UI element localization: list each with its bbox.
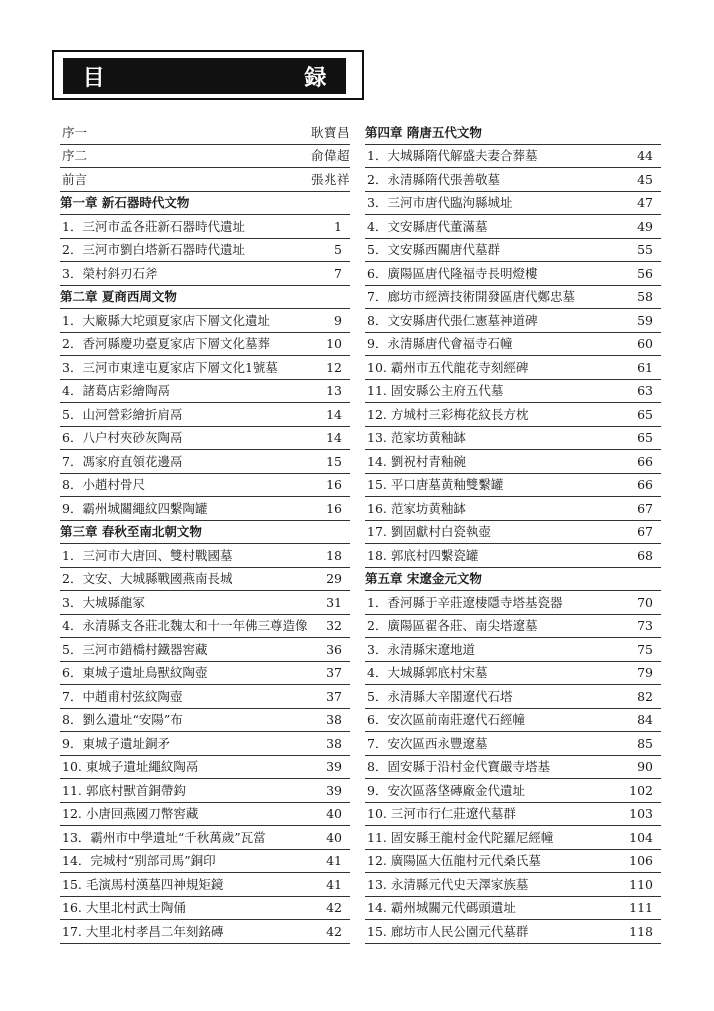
- entry-title: 1．香河縣于辛莊遼棲隱寺塔基瓷器: [367, 594, 563, 610]
- entry-page-number: 13: [326, 383, 342, 398]
- chapter-heading: [365, 121, 661, 145]
- toc-left-column: [60, 121, 350, 944]
- entry-title: 14. 霸州城關元代碼頭遺址: [367, 900, 516, 915]
- entry-title: 5．三河市錯橋村鐵器窖藏: [62, 641, 208, 657]
- toc-entry: [365, 779, 661, 803]
- entry-page-number: 61: [637, 359, 653, 375]
- entry-title: 第五章 宋遼金元文物: [365, 571, 482, 586]
- entry-page-number: 84: [637, 712, 653, 727]
- entry-page-number: 68: [637, 547, 653, 563]
- entry-title: 11. 郭底村獸首銅帶鈎: [62, 782, 186, 798]
- entry-page-number: 85: [637, 735, 653, 751]
- toc-entry: [365, 168, 661, 192]
- entry-page-number: 47: [637, 195, 653, 210]
- entry-title: 5．永清縣大辛閣遼代石塔: [367, 688, 513, 704]
- entry-title: 3．榮村斜刃石斧: [62, 265, 158, 281]
- entry-page-number: 60: [637, 336, 653, 351]
- toc-entry: [60, 803, 350, 827]
- toc-entry: [60, 897, 350, 921]
- entry-page-number: 56: [637, 265, 653, 281]
- entry-title: 17. 大里北村孝昌二年刻銘磚: [62, 923, 224, 939]
- entry-title: 9．東城子遺址銅矛: [62, 735, 170, 751]
- chapter-heading: [60, 521, 350, 545]
- toc-entry: [365, 215, 661, 239]
- entry-page-number: 118: [629, 923, 653, 939]
- toc-entry: [365, 873, 661, 897]
- toc-entry: [60, 239, 350, 263]
- entry-title: 13．霸州市中學遺址“千秋萬歲”瓦當: [62, 829, 266, 845]
- entry-title: 前言: [62, 171, 88, 187]
- entry-page-number: 16: [326, 477, 342, 492]
- entry-page-number: 16: [326, 500, 342, 516]
- toc-entry: [60, 145, 350, 169]
- entry-title: 第二章 夏商西周文物: [60, 289, 177, 304]
- entry-page-number: 59: [637, 312, 653, 328]
- toc-entry: [365, 309, 661, 333]
- toc-entry: [60, 826, 350, 850]
- toc-entry: [60, 380, 350, 404]
- toc-entry: [60, 333, 350, 357]
- entry-title: 16. 大里北村武士陶俑: [62, 900, 186, 915]
- toc-entry: [60, 685, 350, 709]
- entry-title: 18. 郭底村四繫瓷罐: [367, 547, 479, 563]
- page-title: 目 録: [82, 65, 423, 91]
- entry-title: 17. 劉固獻村白瓷執壺: [367, 524, 491, 539]
- entry-title: 15. 廊坊市人民公園元代墓群: [367, 923, 529, 939]
- entry-page-number: 103: [629, 806, 653, 821]
- entry-page-number: 65: [637, 406, 653, 422]
- toc-entry: [365, 474, 661, 498]
- toc-entry: [60, 568, 350, 592]
- toc-entry: [365, 850, 661, 874]
- entry-author: 耿寶昌: [310, 124, 350, 140]
- entry-title: 4．諸葛店彩繪陶鬲: [62, 383, 170, 398]
- entry-title: 6．東城子遺址鳥獸紋陶壺: [62, 665, 208, 680]
- entry-title: 15. 平口唐墓黄釉雙繫罐: [367, 477, 504, 492]
- toc-entry: [365, 615, 661, 639]
- entry-title: 16. 范家坊黄釉缽: [367, 500, 466, 516]
- toc-entry: [365, 427, 661, 451]
- toc-entry: [365, 897, 661, 921]
- entry-title: 4．永清縣支各莊北魏太和十一年佛三尊造像: [62, 618, 308, 633]
- entry-page-number: 37: [326, 665, 342, 680]
- entry-title: 6．廣陽區唐代隆福寺長明燈樓: [367, 265, 538, 281]
- toc-entry: [60, 544, 350, 568]
- entry-title: 14. 劉祝村青釉碗: [367, 453, 466, 469]
- entry-page-number: 42: [326, 900, 342, 915]
- toc-entry: [365, 591, 661, 615]
- entry-page-number: 63: [637, 383, 653, 398]
- entry-title: 1．大廠縣大坨頭夏家店下層文化遺址: [62, 312, 270, 328]
- entry-page-number: 70: [637, 594, 653, 610]
- entry-page-number: 49: [637, 218, 653, 234]
- entry-title: 7．廊坊市經濟技術開發區唐代鄭忠墓: [367, 289, 575, 304]
- entry-title: 序二: [62, 148, 88, 163]
- toc-entry: [365, 920, 661, 944]
- toc-right-column: [365, 121, 661, 944]
- entry-title: 15. 毛演馬村漢墓四神規矩鏡: [62, 876, 224, 892]
- entry-page-number: 42: [326, 923, 342, 939]
- entry-author: 俞偉超: [310, 148, 350, 163]
- toc-entry: [365, 262, 661, 286]
- entry-page-number: 1: [334, 218, 342, 234]
- toc-entry: [60, 215, 350, 239]
- entry-title: 第四章 隋唐五代文物: [365, 124, 482, 140]
- toc-entry: [60, 591, 350, 615]
- entry-title: 10. 三河市行仁莊遼代墓群: [367, 806, 516, 821]
- entry-title: 3．三河市唐代臨泃縣城址: [367, 195, 513, 210]
- entry-page-number: 45: [637, 171, 653, 187]
- toc-entry: [60, 779, 350, 803]
- entry-title: 3．大城縣龍冢: [62, 594, 145, 610]
- entry-page-number: 29: [326, 571, 342, 586]
- entry-page-number: 75: [637, 641, 653, 657]
- entry-title: 10. 霸州市五代龍花寺刻經碑: [367, 359, 529, 375]
- toc-entry: [60, 262, 350, 286]
- toc-entry: [365, 709, 661, 733]
- entry-title: 1．三河市孟各莊新石器時代遺址: [62, 218, 245, 234]
- toc-entry: [365, 380, 661, 404]
- entry-title: 第三章 春秋至南北朝文物: [60, 524, 202, 539]
- toc-entry: [365, 497, 661, 521]
- toc-entry: [60, 309, 350, 333]
- entry-page-number: 73: [637, 618, 653, 633]
- toc-entry: [365, 239, 661, 263]
- entry-title: 12. 小唐回燕國刀幣窖藏: [62, 806, 199, 821]
- entry-page-number: 38: [326, 712, 342, 727]
- entry-page-number: 32: [326, 618, 342, 633]
- entry-page-number: 67: [637, 524, 653, 539]
- entry-page-number: 37: [326, 688, 342, 704]
- entry-title: 2．文安、大城縣戰國燕南長城: [62, 571, 233, 586]
- toc-entry: [365, 333, 661, 357]
- entry-page-number: 55: [637, 242, 653, 257]
- entry-title: 12. 方城村三彩梅花紋長方枕: [367, 406, 529, 422]
- entry-title: 3．三河市東達屯夏家店下層文化1號墓: [62, 359, 278, 375]
- entry-title: 8．固安縣于沿村金代寶嚴寺塔基: [367, 759, 550, 774]
- entry-title: 8．小趙村骨尺: [62, 477, 145, 492]
- entry-page-number: 10: [326, 336, 342, 351]
- entry-title: 9．永清縣唐代會福寺石幢: [367, 336, 513, 351]
- entry-page-number: 40: [326, 829, 342, 845]
- entry-title: 10. 東城子遺址繩紋陶鬲: [62, 759, 199, 774]
- toc-entry: [365, 286, 661, 310]
- entry-title: 13. 范家坊黄釉缽: [367, 430, 466, 445]
- toc-entry: [60, 709, 350, 733]
- entry-page-number: 18: [326, 547, 342, 563]
- entry-page-number: 102: [629, 782, 653, 798]
- toc-entry: [365, 356, 661, 380]
- entry-title: 3．永清縣宋遼地道: [367, 641, 475, 657]
- chapter-heading: [365, 568, 661, 592]
- toc-entry: [60, 732, 350, 756]
- toc-entry: [60, 356, 350, 380]
- entry-page-number: 7: [334, 265, 342, 281]
- toc-entry: [60, 121, 350, 145]
- toc-entry: [365, 638, 661, 662]
- entry-title: 2．永清縣隋代張善敬墓: [367, 171, 500, 187]
- toc-entry: [365, 521, 661, 545]
- toc-entry: [365, 826, 661, 850]
- entry-page-number: 104: [629, 829, 653, 845]
- entry-title: 6．安次區前南莊遼代石經幢: [367, 712, 525, 727]
- title-banner: [63, 58, 423, 94]
- toc-entry: [60, 450, 350, 474]
- toc-entry: [60, 615, 350, 639]
- entry-title: 5．山河營彩繪折肩鬲: [62, 406, 183, 422]
- entry-title: 4．文安縣唐代董滿墓: [367, 218, 488, 234]
- entry-page-number: 14: [326, 430, 342, 445]
- toc-entry: [60, 756, 350, 780]
- entry-title: 1．大城縣隋代解盛夫妻合葬墓: [367, 148, 538, 163]
- toc-entry: [365, 192, 661, 216]
- entry-page-number: 58: [637, 289, 653, 304]
- entry-page-number: 41: [326, 876, 342, 892]
- toc-entry: [60, 474, 350, 498]
- entry-title: 1．三河市大唐回、雙村戰國墓: [62, 547, 233, 563]
- toc-entry: [365, 756, 661, 780]
- entry-page-number: 36: [326, 641, 342, 657]
- entry-title: 9．霸州城關繩紋四繫陶罐: [62, 500, 208, 516]
- entry-page-number: 106: [629, 853, 653, 868]
- entry-page-number: 44: [637, 148, 653, 163]
- entry-title: 5．文安縣西關唐代墓群: [367, 242, 500, 257]
- entry-title: 8．劉么遺址“安陽”布: [62, 712, 183, 727]
- toc-entry: [365, 803, 661, 827]
- entry-page-number: 39: [326, 782, 342, 798]
- toc-entry: [365, 544, 661, 568]
- entry-page-number: 66: [637, 477, 653, 492]
- entry-page-number: 111: [629, 900, 653, 915]
- entry-title: 2．三河市劉白塔新石器時代遺址: [62, 242, 245, 257]
- entry-page-number: 12: [326, 359, 342, 375]
- toc-entry: [60, 168, 350, 192]
- toc-entry: [365, 403, 661, 427]
- toc-entry: [60, 638, 350, 662]
- entry-page-number: 40: [326, 806, 342, 821]
- toc-entry: [365, 662, 661, 686]
- toc-entry: [365, 685, 661, 709]
- entry-page-number: 14: [326, 406, 342, 422]
- entry-page-number: 39: [326, 759, 342, 774]
- entry-title: 7．中趙甫村弦紋陶壺: [62, 688, 183, 704]
- entry-title: 11. 固安縣公主府五代墓: [367, 383, 504, 398]
- entry-page-number: 15: [326, 453, 342, 469]
- entry-title: 7．安次區西永豐遼墓: [367, 735, 488, 751]
- entry-title: 11. 固安縣王龍村金代陀羅尼經幢: [367, 829, 554, 845]
- entry-title: 7．馮家府直領花邊鬲: [62, 453, 183, 469]
- entry-title: 13. 永清縣元代史天澤家族墓: [367, 876, 529, 892]
- toc-entry: [365, 450, 661, 474]
- entry-page-number: 38: [326, 735, 342, 751]
- entry-page-number: 41: [326, 853, 342, 868]
- toc-entry: [60, 850, 350, 874]
- entry-title: 序一: [62, 124, 88, 140]
- entry-title: 14．完城村“别部司馬”銅印: [62, 853, 216, 868]
- entry-page-number: 31: [326, 594, 342, 610]
- entry-page-number: 9: [334, 312, 342, 328]
- entry-page-number: 79: [637, 665, 653, 680]
- entry-title: 2．香河縣慶功臺夏家店下層文化墓葬: [62, 336, 270, 351]
- entry-page-number: 66: [637, 453, 653, 469]
- entry-title: 4．大城縣郭底村宋墓: [367, 665, 488, 680]
- toc-entry: [60, 497, 350, 521]
- toc-entry: [60, 873, 350, 897]
- entry-page-number: 90: [637, 759, 653, 774]
- entry-title: 第一章 新石器時代文物: [60, 195, 190, 210]
- entry-page-number: 5: [334, 242, 342, 257]
- entry-title: 6．八户村夾砂灰陶鬲: [62, 430, 183, 445]
- entry-page-number: 67: [637, 500, 653, 516]
- entry-page-number: 65: [637, 430, 653, 445]
- toc-entry: [365, 145, 661, 169]
- title-frame: [52, 50, 423, 100]
- entry-author: 張兆祥: [310, 171, 350, 187]
- entry-page-number: 110: [629, 876, 653, 892]
- toc-entry: [60, 427, 350, 451]
- entry-page-number: 82: [637, 688, 653, 704]
- entry-title: 9．安次區落垡磚廠金代遺址: [367, 782, 525, 798]
- toc-entry: [60, 662, 350, 686]
- toc-entry: [60, 403, 350, 427]
- entry-title: 8．文安縣唐代張仁憲墓神道碑: [367, 312, 538, 328]
- entry-title: 12. 廣陽區大伍龍村元代桑氏墓: [367, 853, 541, 868]
- entry-title: 2．廣陽區翟各莊、南尖塔遼墓: [367, 618, 538, 633]
- chapter-heading: [60, 192, 350, 216]
- chapter-heading: [60, 286, 350, 310]
- toc-entry: [60, 920, 350, 944]
- toc-entry: [365, 732, 661, 756]
